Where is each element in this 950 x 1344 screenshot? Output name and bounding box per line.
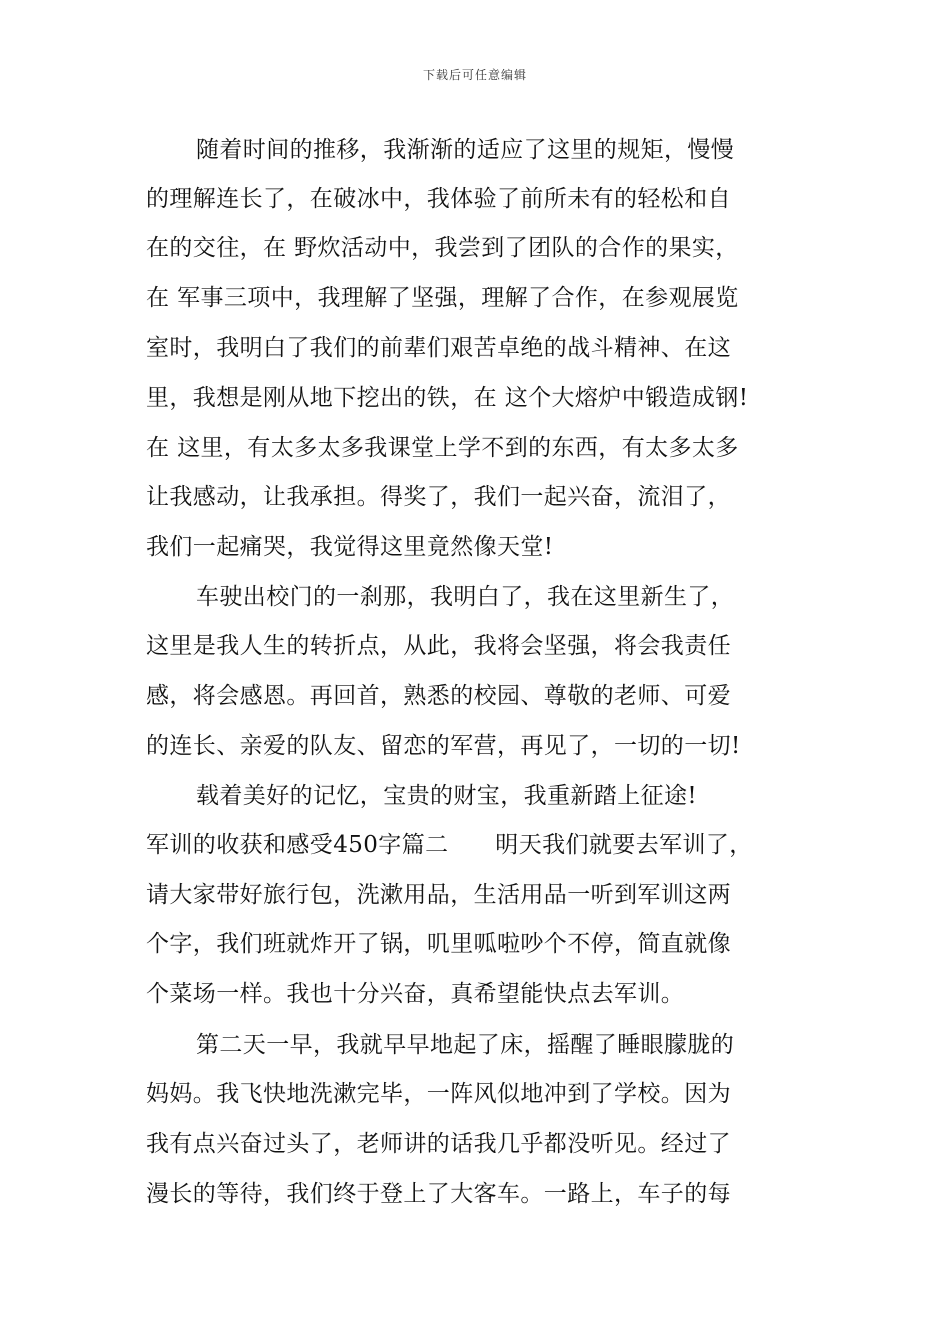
paragraph-line: 里，我想是刚从地下挖出的铁，在 这个大熔炉中锻造成钢! (146, 385, 749, 411)
paragraph-line: 这里是我人生的转折点，从此，我将会坚强，将会我责任 (146, 633, 731, 659)
paragraph-line: 妈妈。我飞快地洗漱完毕，一阵风似地冲到了学校。因为 (146, 1081, 731, 1107)
section-title-line: 军训的收获和感受450字篇二 明天我们就要去军训了， (146, 832, 753, 858)
paragraph-line: 的连长、亲爱的队友、留恋的军营，再见了，一切的一切! (146, 733, 741, 759)
paragraph-line: 在 军事三项中，我理解了坚强，理解了合作，在参观展览 (146, 285, 739, 311)
paragraph-line: 感，将会感恩。再回首，熟悉的校园、尊敬的老师、可爱 (146, 683, 731, 709)
paragraph-line: 请大家带好旅行包，洗漱用品，生活用品一听到军训这两 (146, 882, 731, 908)
paragraph-line: 我们一起痛哭，我觉得这里竟然像天堂! (146, 534, 554, 560)
paragraph-line: 车驶出校门的一刹那，我明白了，我在这里新生了， (196, 584, 735, 610)
paragraph-line: 让我感动，让我承担。得奖了，我们一起兴奋，流泪了， (146, 484, 731, 510)
paragraph-line: 随着时间的推移，我渐渐的适应了这里的规矩，慢慢 (196, 137, 735, 163)
paragraph-line: 载着美好的记忆，宝贵的财宝，我重新踏上征途! (196, 783, 698, 809)
header-note: 下载后可任意编辑 (422, 68, 527, 82)
paragraph-line: 个菜场一样。我也十分兴奋，真希望能快点去军训。 (146, 981, 685, 1007)
paragraph-line: 的理解连长了，在破冰中，我体验了前所未有的轻松和自 (146, 186, 731, 212)
paragraph-line: 漫长的等待，我们终于登上了大客车。一路上，车子的每 (146, 1181, 731, 1207)
paragraph-line: 在 这里，有太多太多我课堂上学不到的东西，有太多太多 (146, 435, 739, 461)
paragraph-line: 第二天一早，我就早早地起了床，摇醒了睡眼朦胧的 (196, 1032, 735, 1058)
paragraph-line: 在的交往，在 野炊活动中，我尝到了团队的合作的果实， (146, 235, 739, 261)
paragraph-line: 室时，我明白了我们的前辈们艰苦卓绝的战斗精神、在这 (146, 335, 731, 361)
paragraph-line: 我有点兴奋过头了，老师讲的话我几乎都没听见。经过了 (146, 1131, 731, 1157)
paragraph-line: 个字，我们班就炸开了锅，叽里呱啦吵个不停，简直就像 (146, 931, 731, 957)
